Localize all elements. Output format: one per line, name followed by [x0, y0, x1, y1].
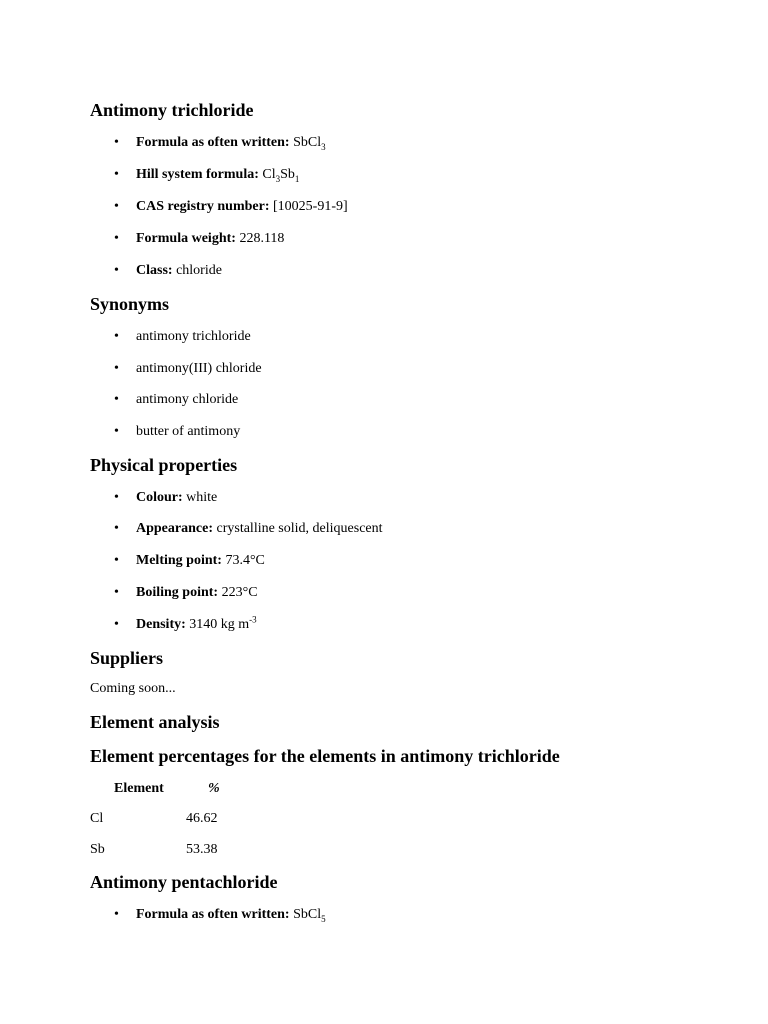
- table-header-element: Element: [114, 781, 164, 796]
- section-title-suppliers: Suppliers: [90, 648, 164, 668]
- melting-label: Melting point:: [136, 553, 222, 568]
- weight-value: 228.118: [239, 231, 285, 246]
- synonym-item: • antimony trichloride: [136, 328, 251, 346]
- list-item-density: [136, 616, 257, 634]
- section-title-trichloride: Antimony trichloride: [90, 100, 254, 120]
- boiling-label: Boiling point:: [136, 585, 219, 600]
- formula-value: SbCl$_3$: [293, 135, 326, 152]
- melting-value: 73.4°C: [225, 553, 265, 568]
- penta-formula-value: SbCl$_5$: [293, 907, 326, 924]
- table-cell-percent: 53.38: [186, 842, 218, 857]
- list-item-colour: [136, 489, 217, 507]
- synonym-item: • antimony chloride: [136, 391, 238, 409]
- hill-label: Hill system formula:: [136, 167, 259, 182]
- density-value: 3140 kg $m^{-3}$: [189, 614, 257, 632]
- section-title-element-analysis: Element analysis: [90, 712, 220, 732]
- element-percentages-title: Element percentages for the elements in antimony trichloride: [90, 746, 560, 766]
- weight-label: Formula weight:: [136, 231, 236, 246]
- table-cell-element: Cl: [90, 811, 104, 826]
- penta-formula-label: Formula as often written:: [136, 907, 290, 922]
- table-header-percent: %: [208, 781, 220, 796]
- appearance-label: Appearance:: [136, 521, 213, 536]
- list-item-weight: [136, 230, 284, 248]
- list-item-melting-point: [136, 552, 265, 570]
- colour-value: white: [186, 490, 218, 505]
- synonym-item: • antimony(III) chloride: [136, 360, 262, 378]
- density-label: Density:: [136, 617, 186, 632]
- list-item-class: [136, 262, 222, 280]
- hill-value: $Cl_3Sb_1$: [262, 167, 300, 184]
- section-title-physical: Physical properties: [90, 455, 238, 475]
- formula-label: Formula as often written:: [136, 135, 290, 150]
- section-title-synonyms: Synonyms: [90, 294, 170, 314]
- list-item-boiling-point: [136, 584, 258, 602]
- list-item-appearance: [136, 520, 383, 538]
- section-title-pentachloride: Antimony pentachloride: [90, 872, 278, 892]
- table-cell-element: Sb: [90, 842, 105, 857]
- suppliers-text: Coming soon...: [90, 681, 176, 696]
- class-value: chloride: [176, 263, 222, 278]
- boiling-value: 223°C: [221, 585, 258, 600]
- synonym-item: • butter of antimony: [136, 423, 240, 441]
- list-item-cas: [136, 198, 348, 216]
- list-item-penta-formula: [136, 906, 326, 924]
- class-label: Class:: [136, 263, 173, 278]
- list-item-formula: [136, 134, 326, 152]
- appearance-value: crystalline solid, deliquescent: [216, 521, 383, 536]
- table-cell-percent: 46.62: [186, 811, 218, 826]
- list-item-hill-formula: [136, 166, 299, 184]
- cas-label: CAS registry number:: [136, 199, 270, 214]
- cas-value: [10025-91-9]: [273, 199, 348, 214]
- colour-label: Colour:: [136, 490, 183, 505]
